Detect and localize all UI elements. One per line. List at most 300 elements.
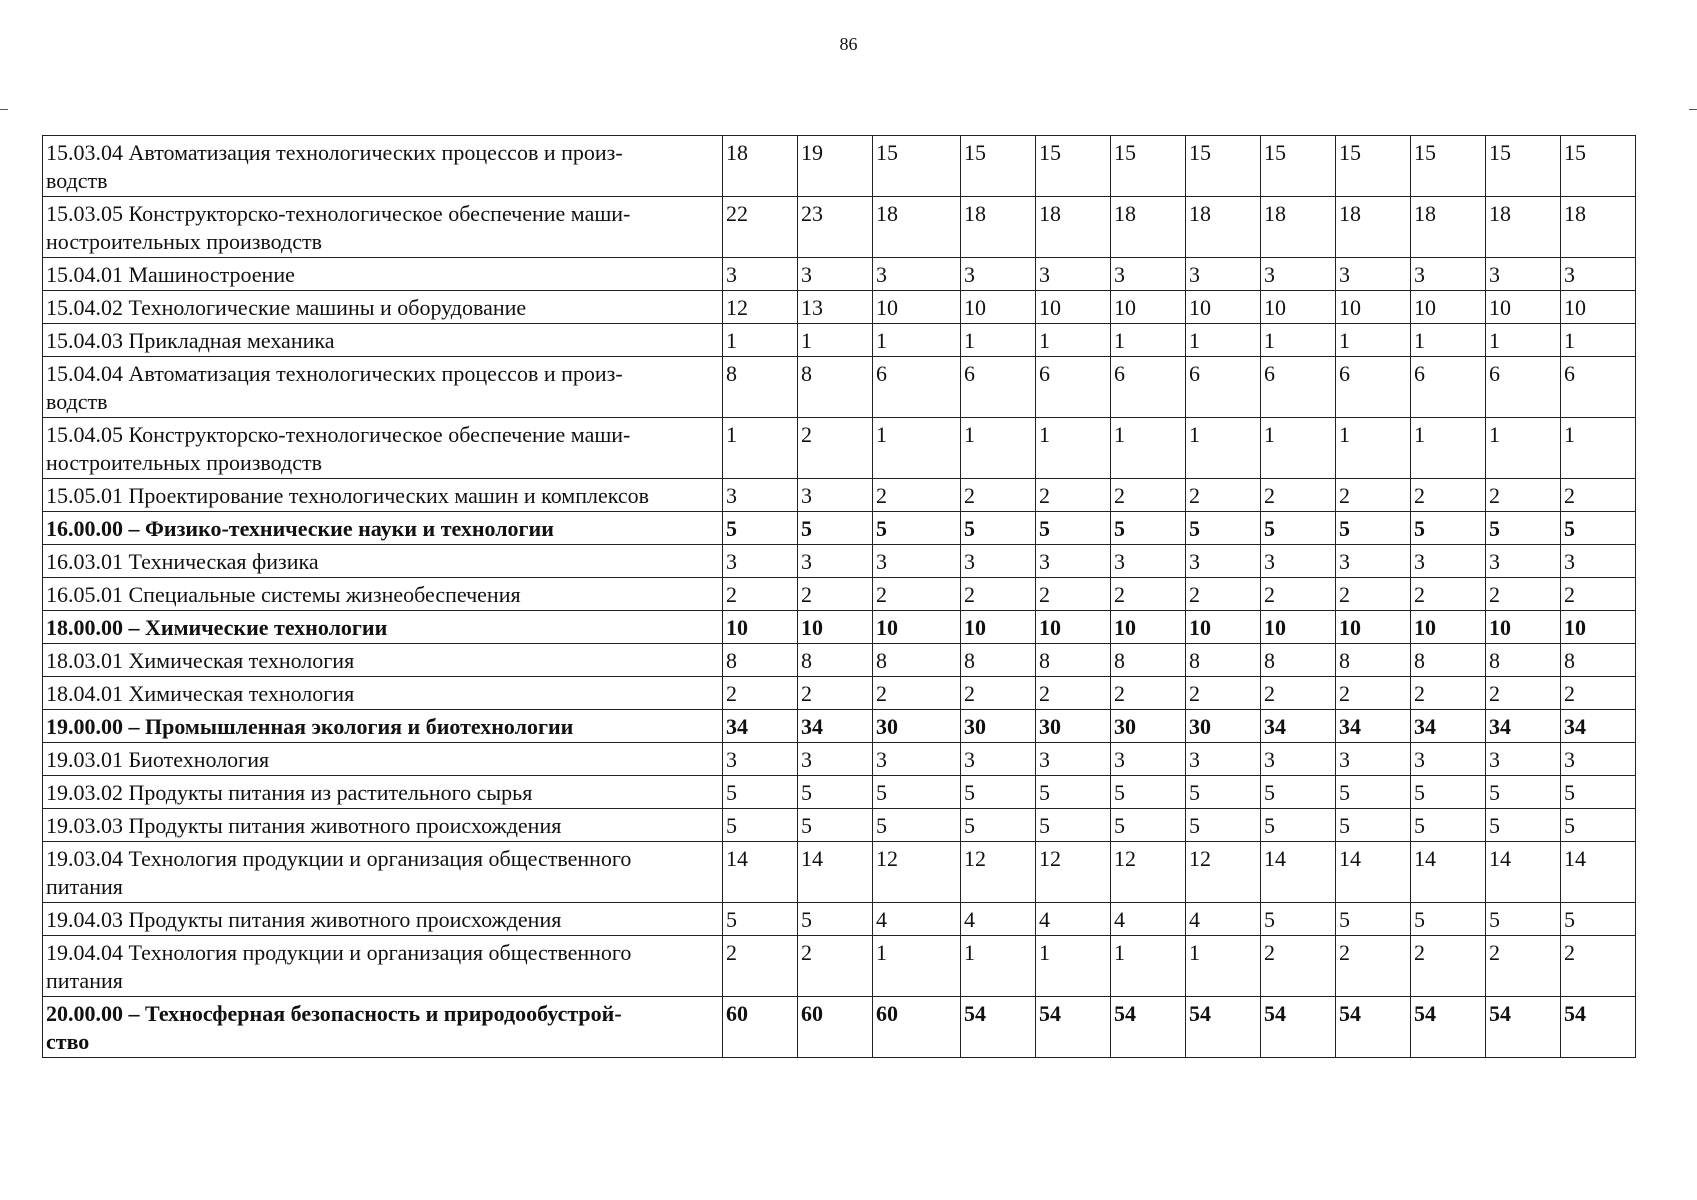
value-cell: 1 — [873, 324, 961, 357]
value-cell: 54 — [1561, 997, 1636, 1058]
table-row — [43, 357, 1636, 418]
value-cell: 34 — [798, 710, 873, 743]
value-cell: 10 — [873, 291, 961, 324]
value-cell: 3 — [1261, 545, 1336, 578]
value-cell: 14 — [798, 842, 873, 903]
value-cell: 8 — [723, 644, 798, 677]
value-cell: 2 — [1486, 936, 1561, 997]
value-cell: 5 — [873, 809, 961, 842]
value-cell: 14 — [1336, 842, 1411, 903]
value-cell: 2 — [1411, 578, 1486, 611]
value-cell: 5 — [961, 776, 1036, 809]
row-name-cell: 18.04.01 Химическая технология — [43, 677, 723, 710]
value-cell: 3 — [1561, 545, 1636, 578]
value-cell: 3 — [798, 743, 873, 776]
value-cell: 1 — [1111, 936, 1186, 997]
table-row — [43, 136, 1636, 197]
value-cell: 2 — [1261, 677, 1336, 710]
value-cell: 1 — [961, 324, 1036, 357]
value-cell: 14 — [1411, 842, 1486, 903]
value-cell: 10 — [1261, 611, 1336, 644]
value-cell: 5 — [723, 903, 798, 936]
value-cell: 12 — [873, 842, 961, 903]
value-cell: 6 — [1561, 357, 1636, 418]
value-cell: 6 — [873, 357, 961, 418]
value-cell: 8 — [723, 357, 798, 418]
value-cell: 30 — [873, 710, 961, 743]
value-cell: 2 — [1561, 677, 1636, 710]
value-cell: 3 — [873, 743, 961, 776]
value-cell: 8 — [1486, 644, 1561, 677]
value-cell: 1 — [1261, 418, 1336, 479]
value-cell: 10 — [723, 611, 798, 644]
value-cell: 1 — [723, 418, 798, 479]
row-name-cell: 15.04.04 Автоматизация технологических процессов и произ- водств — [43, 357, 723, 418]
value-cell: 34 — [723, 710, 798, 743]
table-row — [43, 809, 1636, 842]
value-cell: 5 — [1561, 512, 1636, 545]
value-cell: 5 — [798, 809, 873, 842]
value-cell: 1 — [1036, 324, 1111, 357]
value-cell: 2 — [798, 677, 873, 710]
value-cell: 2 — [1261, 578, 1336, 611]
value-cell: 8 — [1336, 644, 1411, 677]
value-cell: 10 — [1036, 291, 1111, 324]
value-cell: 3 — [1411, 743, 1486, 776]
value-cell: 3 — [961, 258, 1036, 291]
value-cell: 10 — [1336, 291, 1411, 324]
value-cell: 2 — [1336, 479, 1411, 512]
value-cell: 1 — [1111, 418, 1186, 479]
value-cell: 5 — [961, 809, 1036, 842]
value-cell: 1 — [1036, 418, 1111, 479]
value-cell: 3 — [873, 545, 961, 578]
value-cell: 1 — [1111, 324, 1186, 357]
value-cell: 3 — [1561, 258, 1636, 291]
value-cell: 60 — [723, 997, 798, 1058]
value-cell: 1 — [723, 324, 798, 357]
value-cell: 60 — [798, 997, 873, 1058]
value-cell: 34 — [1411, 710, 1486, 743]
value-cell: 6 — [1411, 357, 1486, 418]
value-cell: 10 — [1561, 291, 1636, 324]
value-cell: 2 — [798, 578, 873, 611]
value-cell: 2 — [1561, 578, 1636, 611]
value-cell: 5 — [1486, 512, 1561, 545]
value-cell: 3 — [1336, 545, 1411, 578]
value-cell: 5 — [1561, 903, 1636, 936]
value-cell: 2 — [1486, 677, 1561, 710]
value-cell: 1 — [1261, 324, 1336, 357]
value-cell: 4 — [1111, 903, 1186, 936]
value-cell: 15 — [1411, 136, 1486, 197]
row-name-cell: 15.05.01 Проектирование технологических машин и комплексов — [43, 479, 723, 512]
value-cell: 8 — [1036, 644, 1111, 677]
value-cell: 14 — [1486, 842, 1561, 903]
value-cell: 2 — [723, 677, 798, 710]
value-cell: 15 — [1561, 136, 1636, 197]
value-cell: 5 — [723, 512, 798, 545]
value-cell: 5 — [1336, 776, 1411, 809]
value-cell: 1 — [1036, 936, 1111, 997]
value-cell: 10 — [1486, 291, 1561, 324]
value-cell: 5 — [873, 776, 961, 809]
value-cell: 12 — [1186, 842, 1261, 903]
value-cell: 1 — [798, 324, 873, 357]
value-cell: 10 — [1111, 291, 1186, 324]
value-cell: 5 — [1036, 809, 1111, 842]
value-cell: 1 — [1486, 418, 1561, 479]
value-cell: 2 — [1336, 936, 1411, 997]
value-cell: 5 — [1261, 512, 1336, 545]
table-row — [43, 479, 1636, 512]
value-cell: 14 — [1261, 842, 1336, 903]
value-cell: 2 — [723, 936, 798, 997]
row-name-cell: 19.03.01 Биотехнология — [43, 743, 723, 776]
value-cell: 6 — [1036, 357, 1111, 418]
value-cell: 5 — [723, 809, 798, 842]
row-name-cell: 18.03.01 Химическая технология — [43, 644, 723, 677]
value-cell: 2 — [1336, 677, 1411, 710]
value-cell: 5 — [1186, 776, 1261, 809]
value-cell: 10 — [961, 611, 1036, 644]
row-name-cell: 15.04.02 Технологические машины и оборудование — [43, 291, 723, 324]
value-cell: 3 — [798, 258, 873, 291]
value-cell: 5 — [798, 903, 873, 936]
value-cell: 34 — [1561, 710, 1636, 743]
value-cell: 1 — [1561, 418, 1636, 479]
value-cell: 6 — [1261, 357, 1336, 418]
value-cell: 1 — [1486, 324, 1561, 357]
value-cell: 30 — [1111, 710, 1186, 743]
value-cell: 5 — [1261, 776, 1336, 809]
row-name-cell: 16.03.01 Техническая физика — [43, 545, 723, 578]
value-cell: 18 — [1186, 197, 1261, 258]
value-cell: 3 — [961, 545, 1036, 578]
row-name-cell: 20.00.00 – Техносферная безопасность и природообустрой- ство — [43, 997, 723, 1058]
value-cell: 1 — [961, 418, 1036, 479]
value-cell: 5 — [723, 776, 798, 809]
value-cell: 2 — [1036, 677, 1111, 710]
value-cell: 5 — [1561, 776, 1636, 809]
value-cell: 14 — [1561, 842, 1636, 903]
value-cell: 15 — [1486, 136, 1561, 197]
value-cell: 18 — [1411, 197, 1486, 258]
value-cell: 2 — [1486, 578, 1561, 611]
page-number: 86 — [839, 34, 858, 54]
table-row — [43, 512, 1636, 545]
table-row — [43, 197, 1636, 258]
value-cell: 2 — [1336, 578, 1411, 611]
value-cell: 15 — [1336, 136, 1411, 197]
value-cell: 18 — [1036, 197, 1111, 258]
row-name-cell: 15.04.05 Конструкторско-технологическое обеспечение маши- ностроительных производств — [43, 418, 723, 479]
table-row — [43, 677, 1636, 710]
value-cell: 3 — [1111, 743, 1186, 776]
value-cell: 2 — [1036, 578, 1111, 611]
value-cell: 18 — [1486, 197, 1561, 258]
value-cell: 5 — [1111, 776, 1186, 809]
value-cell: 8 — [961, 644, 1036, 677]
table-row — [43, 611, 1636, 644]
value-cell: 1 — [1186, 324, 1261, 357]
table-row — [43, 545, 1636, 578]
row-name-cell: 19.03.03 Продукты питания животного происхождения — [43, 809, 723, 842]
value-cell: 8 — [1186, 644, 1261, 677]
value-cell: 3 — [1336, 743, 1411, 776]
value-cell: 3 — [798, 545, 873, 578]
value-cell: 18 — [1111, 197, 1186, 258]
value-cell: 10 — [1261, 291, 1336, 324]
value-cell: 10 — [1186, 291, 1261, 324]
value-cell: 3 — [1261, 743, 1336, 776]
value-cell: 10 — [1036, 611, 1111, 644]
value-cell: 5 — [1336, 809, 1411, 842]
value-cell: 15 — [961, 136, 1036, 197]
value-cell: 3 — [1411, 545, 1486, 578]
value-cell: 4 — [873, 903, 961, 936]
value-cell: 8 — [1111, 644, 1186, 677]
value-cell: 3 — [1186, 743, 1261, 776]
value-cell: 34 — [1261, 710, 1336, 743]
value-cell: 22 — [723, 197, 798, 258]
value-cell: 2 — [1486, 479, 1561, 512]
value-cell: 3 — [873, 258, 961, 291]
value-cell: 2 — [1186, 578, 1261, 611]
value-cell: 5 — [1411, 512, 1486, 545]
value-cell: 54 — [961, 997, 1036, 1058]
value-cell: 10 — [1111, 611, 1186, 644]
value-cell: 3 — [1261, 258, 1336, 291]
value-cell: 54 — [1261, 997, 1336, 1058]
value-cell: 1 — [1561, 324, 1636, 357]
value-cell: 2 — [873, 677, 961, 710]
value-cell: 54 — [1411, 997, 1486, 1058]
table-row — [43, 936, 1636, 997]
value-cell: 5 — [1486, 776, 1561, 809]
table-row — [43, 997, 1636, 1058]
value-cell: 3 — [1336, 258, 1411, 291]
value-cell: 3 — [1111, 258, 1186, 291]
value-cell: 2 — [873, 578, 961, 611]
row-name-cell: 19.04.03 Продукты питания животного происхождения — [43, 903, 723, 936]
value-cell: 3 — [723, 258, 798, 291]
value-cell: 2 — [1186, 677, 1261, 710]
value-cell: 34 — [1486, 710, 1561, 743]
row-name-cell: 19.03.02 Продукты питания из растительного сырья — [43, 776, 723, 809]
value-cell: 2 — [1261, 479, 1336, 512]
value-cell: 5 — [1186, 809, 1261, 842]
value-cell: 3 — [1486, 258, 1561, 291]
value-cell: 18 — [1261, 197, 1336, 258]
value-cell: 2 — [1261, 936, 1336, 997]
value-cell: 8 — [1261, 644, 1336, 677]
value-cell: 6 — [1186, 357, 1261, 418]
table-row — [43, 743, 1636, 776]
value-cell: 8 — [1561, 644, 1636, 677]
value-cell: 1 — [873, 936, 961, 997]
value-cell: 8 — [873, 644, 961, 677]
value-cell: 12 — [961, 842, 1036, 903]
value-cell: 2 — [1411, 479, 1486, 512]
value-cell: 1 — [873, 418, 961, 479]
value-cell: 2 — [798, 936, 873, 997]
row-name-cell: 15.04.03 Прикладная механика — [43, 324, 723, 357]
value-cell: 2 — [961, 479, 1036, 512]
value-cell: 34 — [1336, 710, 1411, 743]
value-cell: 12 — [1111, 842, 1186, 903]
value-cell: 3 — [723, 545, 798, 578]
value-cell: 54 — [1186, 997, 1261, 1058]
value-cell: 3 — [1561, 743, 1636, 776]
value-cell: 1 — [1411, 324, 1486, 357]
value-cell: 54 — [1336, 997, 1411, 1058]
value-cell: 30 — [961, 710, 1036, 743]
value-cell: 2 — [798, 418, 873, 479]
table-row — [43, 903, 1636, 936]
value-cell: 10 — [1561, 611, 1636, 644]
row-name-cell: 15.03.05 Конструкторско-технологическое обеспечение маши- ностроительных производств — [43, 197, 723, 258]
value-cell: 2 — [723, 578, 798, 611]
value-cell: 5 — [1411, 903, 1486, 936]
value-cell: 15 — [1186, 136, 1261, 197]
value-cell: 10 — [961, 291, 1036, 324]
value-cell: 54 — [1036, 997, 1111, 1058]
value-cell: 60 — [873, 997, 961, 1058]
value-cell: 3 — [723, 743, 798, 776]
value-cell: 6 — [1486, 357, 1561, 418]
row-name-cell: 19.04.04 Технология продукции и организация общественного питания — [43, 936, 723, 997]
value-cell: 6 — [1336, 357, 1411, 418]
table-row — [43, 324, 1636, 357]
row-name-cell: 19.03.04 Технология продукции и организация общественного питания — [43, 842, 723, 903]
value-cell: 3 — [1486, 743, 1561, 776]
value-cell: 13 — [798, 291, 873, 324]
value-cell: 54 — [1111, 997, 1186, 1058]
value-cell: 5 — [1186, 512, 1261, 545]
value-cell: 4 — [961, 903, 1036, 936]
table-row — [43, 776, 1636, 809]
value-cell: 3 — [1411, 258, 1486, 291]
value-cell: 3 — [1486, 545, 1561, 578]
value-cell: 8 — [1411, 644, 1486, 677]
row-name-cell: 15.04.01 Машиностроение — [43, 258, 723, 291]
value-cell: 1 — [961, 936, 1036, 997]
value-cell: 6 — [961, 357, 1036, 418]
value-cell: 3 — [1036, 743, 1111, 776]
value-cell: 10 — [1411, 611, 1486, 644]
value-cell: 5 — [1336, 512, 1411, 545]
value-cell: 8 — [798, 644, 873, 677]
value-cell: 2 — [1186, 479, 1261, 512]
value-cell: 3 — [723, 479, 798, 512]
value-cell: 30 — [1186, 710, 1261, 743]
table-row — [43, 710, 1636, 743]
row-name-cell: 16.05.01 Специальные системы жизнеобеспечения — [43, 578, 723, 611]
value-cell: 15 — [873, 136, 961, 197]
value-cell: 4 — [1036, 903, 1111, 936]
value-cell: 12 — [723, 291, 798, 324]
value-cell: 3 — [798, 479, 873, 512]
table-row — [43, 258, 1636, 291]
value-cell: 4 — [1186, 903, 1261, 936]
value-cell: 2 — [1561, 479, 1636, 512]
value-cell: 2 — [1111, 578, 1186, 611]
row-name-cell: 18.00.00 – Химические технологии — [43, 611, 723, 644]
value-cell: 3 — [1111, 545, 1186, 578]
value-cell: 1 — [1336, 418, 1411, 479]
row-name-cell: 19.00.00 – Промышленная экология и биотехнологии — [43, 710, 723, 743]
value-cell: 8 — [798, 357, 873, 418]
value-cell: 5 — [961, 512, 1036, 545]
value-cell: 6 — [1111, 357, 1186, 418]
value-cell: 1 — [1411, 418, 1486, 479]
value-cell: 2 — [1111, 479, 1186, 512]
value-cell: 10 — [873, 611, 961, 644]
value-cell: 18 — [723, 136, 798, 197]
value-cell: 5 — [1561, 809, 1636, 842]
value-cell: 10 — [1486, 611, 1561, 644]
value-cell: 5 — [1486, 809, 1561, 842]
row-name-cell: 15.03.04 Автоматизация технологических процессов и произ- водств — [43, 136, 723, 197]
value-cell: 5 — [1036, 512, 1111, 545]
value-cell: 2 — [961, 578, 1036, 611]
data-table — [42, 135, 1636, 1058]
value-cell: 14 — [723, 842, 798, 903]
value-cell: 3 — [961, 743, 1036, 776]
value-cell: 18 — [1336, 197, 1411, 258]
value-cell: 2 — [1411, 677, 1486, 710]
value-cell: 5 — [798, 512, 873, 545]
value-cell: 3 — [1036, 258, 1111, 291]
value-cell: 10 — [798, 611, 873, 644]
value-cell: 2 — [961, 677, 1036, 710]
table-row — [43, 842, 1636, 903]
value-cell: 5 — [1261, 903, 1336, 936]
value-cell: 5 — [1036, 776, 1111, 809]
left-margin-mark — [0, 109, 8, 110]
value-cell: 1 — [1186, 936, 1261, 997]
value-cell: 2 — [1036, 479, 1111, 512]
value-cell: 10 — [1186, 611, 1261, 644]
value-cell: 10 — [1411, 291, 1486, 324]
table-row — [43, 578, 1636, 611]
table-row — [43, 291, 1636, 324]
value-cell: 2 — [873, 479, 961, 512]
value-cell: 3 — [1036, 545, 1111, 578]
value-cell: 2 — [1561, 936, 1636, 997]
value-cell: 54 — [1486, 997, 1561, 1058]
value-cell: 30 — [1036, 710, 1111, 743]
value-cell: 18 — [873, 197, 961, 258]
value-cell: 5 — [1411, 776, 1486, 809]
table-row — [43, 644, 1636, 677]
value-cell: 23 — [798, 197, 873, 258]
value-cell: 1 — [1186, 418, 1261, 479]
value-cell: 5 — [1111, 512, 1186, 545]
row-name-cell: 16.00.00 – Физико-технические науки и технологии — [43, 512, 723, 545]
value-cell: 2 — [1411, 936, 1486, 997]
table-body — [43, 136, 1636, 1058]
table-row — [43, 418, 1636, 479]
right-margin-mark — [1689, 109, 1697, 110]
value-cell: 15 — [1036, 136, 1111, 197]
value-cell: 5 — [873, 512, 961, 545]
value-cell: 3 — [1186, 258, 1261, 291]
value-cell: 2 — [1111, 677, 1186, 710]
value-cell: 12 — [1036, 842, 1111, 903]
value-cell: 18 — [1561, 197, 1636, 258]
